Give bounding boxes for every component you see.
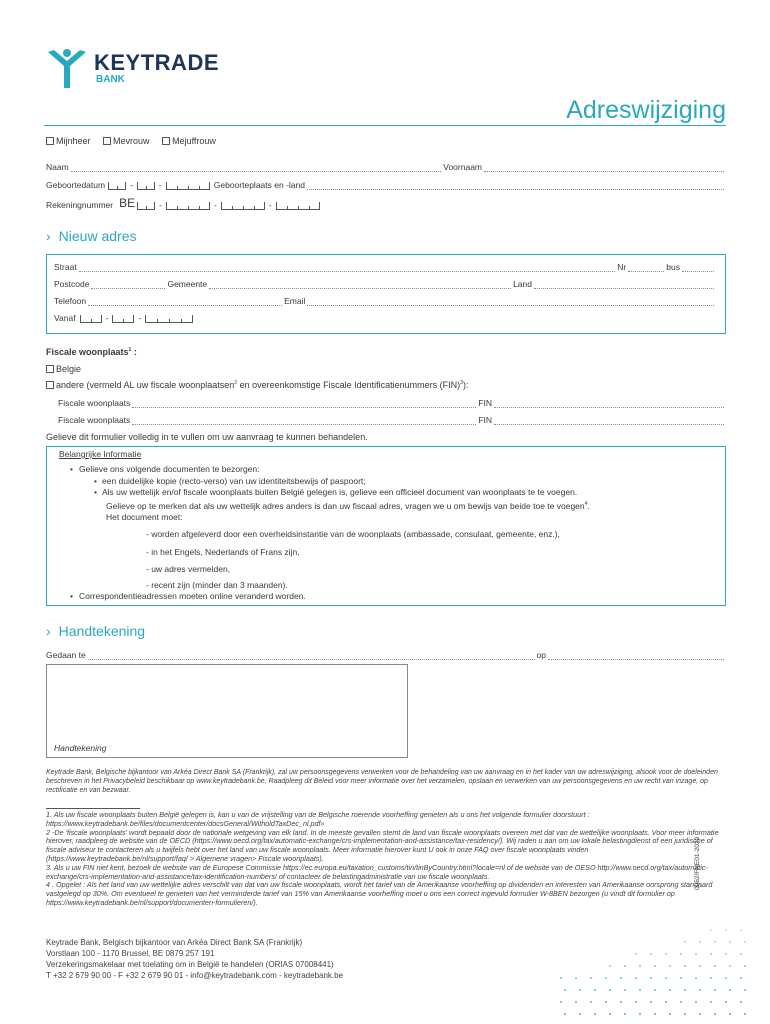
decorative-dot: [684, 1013, 686, 1015]
decorative-dot: [710, 929, 712, 931]
decorative-dot: [564, 989, 566, 991]
decorative-dot: [639, 989, 641, 991]
bullet-icon: •: [70, 591, 73, 602]
be-prefix: BE: [119, 196, 136, 210]
naam-row: [46, 162, 726, 172]
belgie-option[interactable]: Belgie: [46, 364, 81, 374]
year-field[interactable]: [166, 182, 210, 190]
decorative-dot: [699, 941, 701, 943]
decorative-dot: [605, 1001, 607, 1003]
decorative-dot: [560, 977, 562, 979]
decorative-dot: [650, 977, 652, 979]
telefoon-row: Telefoon Email: [54, 296, 716, 306]
footer-line-4: T +32 2 679 90 00 - F +32 2 679 90 01 - info@keytradebank.com - keytradebank.be: [46, 971, 344, 980]
andere-option[interactable]: andere (vermeld AL uw fiscale woonplaatsen$^2$ en overeenkomstige Fiscale Identificatienummers (FIN)$^3$):: [46, 380, 468, 390]
footnote-4: 4 . Opgelet : Als het land van uw wettelijke adres verschilt van dat van uw fiscale woonplaats, wordt het tarief van de Amerikaanse voorheffing op dividenden en interesten van Amerikaanse oorsprong standaard vastgelegd op 30%. Om eventueel te genieten van het verminderde tarief van 15% van Amerikaanse voorheffing moet u ons een correct ingevuld formulier W-8BEN bezorgen (u vindt dit formulier op https://www.keytradebank.be/nl/support/documenten-formulieren/).: [46, 880, 713, 907]
fiscal-row-2: Fiscale woonplaats FIN: [58, 415, 726, 425]
footer-line-1: Keytrade Bank, Belgisch bijkantoor van Arkéa Direct Bank SA (Frankrijk): [46, 938, 303, 947]
decorative-dot: [654, 989, 656, 991]
decorative-dot: [590, 977, 592, 979]
bullet-icon: •: [94, 487, 97, 497]
fiscal-woonplaats-1-field[interactable]: [132, 399, 476, 408]
voornaam-label: Voornaam: [443, 162, 482, 172]
geboorte-row: Geboortedatum - - Geboorteplaats en -land: [46, 180, 726, 190]
nr-field[interactable]: [628, 263, 664, 272]
email-field[interactable]: [307, 297, 714, 306]
form-code: 0052/FNE01-2020: [694, 836, 701, 890]
decorative-dot: [695, 953, 697, 955]
decorative-dot: [594, 989, 596, 991]
nieuw-adres-heading: › Nieuw adres: [46, 228, 137, 244]
bullet-icon: •: [94, 475, 97, 486]
decorative-dot: [695, 977, 697, 979]
decorative-dot: [729, 965, 731, 967]
decorative-dot: [725, 929, 727, 931]
footnote-2: 2 -De 'fiscale woonplaats' wordt bepaald door de nationale wetgeving van elk land. In de meeste gevallen stemt de land van fiscale woonplaats overeen met dat van de wettelijke woonplaats. Voor meer informatie hierover, raadpleeg de website van de OECD (https://www.oecd.org/tax/automatic-exchange/crs-implementation-and-assistance/tax-residency/). Wij raden u aan om uw lokale belastingdienst of een juridische of fiscale adviseur te contacteren als u twijfels hebt over het land van uw fiscale woonplaats. Meer informatie hierover kunt U ook in onze FAQ over fiscale woonplaats vinden (https://www.keytradebank.be/nl/support/faq/ > Algemene vragen> Fiscale woonplaats).: [46, 827, 719, 863]
bus-field[interactable]: [682, 263, 714, 272]
chevron-right-icon: ›: [46, 623, 51, 639]
footnote-3: 3. Als u uw FIN niet kent, bezoek de website van de Europese Commissie https://ec.europa.eu/taxation_customs/tin/tinByCountry.html?locale=nl of de website van de OESO http://www.oecd.org/tax/automatic-exchange/crs-implementation-and-assistance/tax-identification-numbers/ of contacteer de belastingadministratie van uw fiscale woonplaats.: [46, 862, 708, 881]
bullet-icon: •: [70, 464, 73, 474]
footer-line-2: Vorstlaan 100 - 1170 Brussel, BE 0879 257 191: [46, 949, 215, 958]
info-requirement-1: - worden afgeleverd door een overheidsinstantie van de woonplaats (ambassade, consulaat, gemeente, enz.),: [146, 529, 560, 540]
chevron-right-icon: ›: [46, 228, 51, 244]
decorative-dot: [669, 989, 671, 991]
decorative-dot: [684, 989, 686, 991]
decorative-dot: [620, 977, 622, 979]
decorative-dot: [710, 977, 712, 979]
info-bullet-2: • Correspondentieadressen moeten online veranderd worden.: [70, 591, 306, 602]
decorative-dot: [650, 1001, 652, 1003]
decorative-dot: [609, 965, 611, 967]
op-field[interactable]: [548, 651, 724, 660]
footnotes: [46, 811, 722, 908]
decorative-dot: [744, 941, 746, 943]
info-requirement-4: - recent zijn (minder dan 3 maanden).: [146, 579, 288, 590]
fiscal-heading: Fiscale woonplaats$^1$ :: [46, 347, 137, 357]
checkbox[interactable]: [46, 137, 54, 145]
decorative-dot: [725, 977, 727, 979]
decorative-dot: [710, 953, 712, 955]
brand-sub: BANK: [96, 74, 125, 85]
decorative-dot: [579, 989, 581, 991]
decorative-dot: [740, 929, 742, 931]
vanaf-month[interactable]: [112, 315, 134, 323]
geboorteplaats-label: Geboorteplaats en -land: [213, 180, 305, 190]
info-sub-bullet-1: • een duidelijke kopie (recto-verso) van uw identiteitsbewijs of paspoort;: [94, 475, 366, 486]
vanaf-year[interactable]: [145, 315, 193, 323]
decorative-dot: [635, 1001, 637, 1003]
iban-part-4[interactable]: [276, 202, 320, 210]
postcode-field[interactable]: [91, 280, 165, 289]
decorative-dot: [590, 1001, 592, 1003]
decorative-dot: [684, 965, 686, 967]
decorative-dot: [669, 965, 671, 967]
decorative-dot: [714, 989, 716, 991]
decorative-dot: [650, 953, 652, 955]
decorative-dot: [624, 1013, 626, 1015]
mejuffrouw-option[interactable]: Mejuffrouw: [162, 136, 216, 146]
info-line-4: Gelieve op te merken dat als uw wettelijk adres anders is dan uw fiscaal adres, vragen we u om bewijs van beide toe te voegen$^4$.: [106, 500, 590, 511]
decorative-dot: [725, 953, 727, 955]
decorative-dot: [669, 1013, 671, 1015]
decorative-dot: [699, 989, 701, 991]
decorative-dot: [695, 1001, 697, 1003]
decorative-dot: [665, 1001, 667, 1003]
title-rule: [44, 125, 726, 126]
salutation-row: [46, 136, 216, 146]
decorative-dot: [699, 1013, 701, 1015]
iban-part-3[interactable]: [221, 202, 265, 210]
decorative-dot: [654, 965, 656, 967]
telefoon-field[interactable]: [88, 297, 282, 306]
brand-name: KEYTRADE: [94, 50, 220, 75]
decorative-dot: [594, 1013, 596, 1015]
naam-field[interactable]: [71, 163, 442, 172]
privacy-text: Keytrade Bank, Belgische bijkantoor van Arkéa Direct Bank SA (Frankrijk), zal uw persoonsgegevens verwerken voor de behandeling van uw aanvraag en in het kader van uw adreswijziging, alsook voor de doeleinden beschreven in het Privacybeleid beschikbaar op www.keytradebank.be. Raadpleeg dit Beleid voor meer informatie over het verzamelen, opslaan en verwerken van uw persoonsgegevens en uw recht van inzage, op rectificatie en van bezwaar.: [46, 769, 718, 794]
decorative-dot: [744, 965, 746, 967]
keytrade-logo: [44, 46, 254, 92]
fin-1-field[interactable]: [494, 399, 724, 408]
decorative-dot: [575, 1001, 577, 1003]
straat-field[interactable]: [79, 263, 616, 272]
decorative-dot: [714, 965, 716, 967]
iban-part-2[interactable]: [166, 202, 210, 210]
mijnheer-option[interactable]: Mijnheer: [46, 136, 91, 146]
info-requirement-3: - uw adres vermelden,: [146, 564, 231, 575]
decorative-dot: [744, 1013, 746, 1015]
decorative-dot: [680, 953, 682, 955]
decorative-dot: [575, 977, 577, 979]
decorative-dot: [609, 989, 611, 991]
checkbox[interactable]: [46, 381, 54, 389]
decorative-dot: [684, 941, 686, 943]
decorative-dot: [560, 1001, 562, 1003]
vanaf-day[interactable]: [80, 315, 102, 323]
fiscal-row-1: Fiscale woonplaats FIN: [58, 398, 726, 408]
decorative-dot: [635, 953, 637, 955]
page-title: Adreswijziging: [566, 96, 726, 124]
decorative-dot: [680, 1001, 682, 1003]
decorative-dot: [699, 965, 701, 967]
decorative-dot: [620, 1001, 622, 1003]
decorative-dot: [714, 941, 716, 943]
decorative-dot: [564, 1013, 566, 1015]
geboortedatum-label: Geboortedatum: [46, 180, 106, 190]
checkbox[interactable]: [46, 365, 54, 373]
vanaf-row: Vanaf - -: [54, 313, 254, 323]
mevrouw-option[interactable]: Mevrouw: [103, 136, 150, 146]
decorative-dot: [639, 965, 641, 967]
decorative-dot: [605, 977, 607, 979]
decorative-dot: [635, 977, 637, 979]
gemeente-field[interactable]: [209, 280, 511, 289]
signature-label: Handtekening: [54, 743, 107, 753]
decorative-dot: [725, 1001, 727, 1003]
decorative-dot: [654, 1013, 656, 1015]
gedaan-row: Gedaan te op: [46, 650, 726, 660]
decorative-dot: [729, 1013, 731, 1015]
day-field[interactable]: [108, 182, 126, 190]
gedaan-te-field[interactable]: [88, 651, 535, 660]
rekening-row: Rekeningnummer BE - - -: [46, 196, 446, 210]
decorative-dot: [624, 989, 626, 991]
fin-2-field[interactable]: [494, 416, 724, 425]
iban-part-1[interactable]: [137, 202, 155, 210]
decorative-dot: [665, 977, 667, 979]
checkbox[interactable]: [162, 137, 170, 145]
land-field[interactable]: [534, 280, 714, 289]
decorative-dot: [729, 989, 731, 991]
info-requirement-2: - in het Engels, Nederlands of Frans zijn,: [146, 546, 300, 557]
footnote-rule: [46, 808, 140, 809]
voornaam-field[interactable]: [484, 163, 724, 172]
footer: [46, 937, 343, 981]
rekening-label: Rekeningnummer: [46, 200, 114, 210]
geboorteplaats-field[interactable]: [307, 181, 724, 190]
decorative-dot-pattern: [560, 925, 770, 1024]
checkbox[interactable]: [103, 137, 111, 145]
decorative-dot: [624, 965, 626, 967]
keytrade-star-icon: [44, 46, 90, 90]
info-content: [70, 464, 720, 603]
decorative-dot: [714, 1013, 716, 1015]
decorative-dot: [740, 953, 742, 955]
decorative-dot: [710, 1001, 712, 1003]
info-bullet-1: • Gelieve ons volgende documenten te bezorgen:: [70, 464, 260, 474]
handtekening-heading: › Handtekening: [46, 623, 146, 639]
decorative-dot: [665, 953, 667, 955]
decorative-dot: [740, 977, 742, 979]
footnote-1: 1. Als uw fiscale woonplaats buiten België gelegen is, kan u van de vrijstelling van de Belgische roerende voorheffing genieten als u ons het volgende formulier doorstuurt : https://www.keytradebank.be/files/documentcenter/docsGeneral/WitholdTaxDec_nl.pdf»: [46, 810, 590, 828]
info-line-5: Het document moet:: [106, 511, 183, 522]
decorative-dot: [609, 1013, 611, 1015]
decorative-dot: [744, 989, 746, 991]
decorative-dot: [680, 977, 682, 979]
info-heading: Belangrijke Informatie: [59, 449, 142, 459]
form-note: Gelieve dit formulier volledig in te vullen om uw aanvraag te kunnen behandelen.: [46, 432, 368, 442]
decorative-dot: [639, 1013, 641, 1015]
fiscal-woonplaats-2-field[interactable]: [132, 416, 476, 425]
decorative-dot: [740, 1001, 742, 1003]
postcode-row: Postcode Gemeente Land: [54, 279, 716, 289]
footer-line-3: Verzekeringsmakelaar met toelating om in België te handelen (ORIAS 07008441): [46, 960, 334, 969]
decorative-dot: [729, 941, 731, 943]
info-sub-bullet-2: • Als uw wettelijk en/of fiscale woonplaats buiten België gelegen is, gelieve een officieel document van woonplaats te te voegen.: [94, 487, 578, 497]
decorative-dot: [579, 1013, 581, 1015]
month-field[interactable]: [137, 182, 155, 190]
naam-label: Naam: [46, 162, 69, 172]
straat-row: Straat Nr bus: [54, 262, 716, 272]
